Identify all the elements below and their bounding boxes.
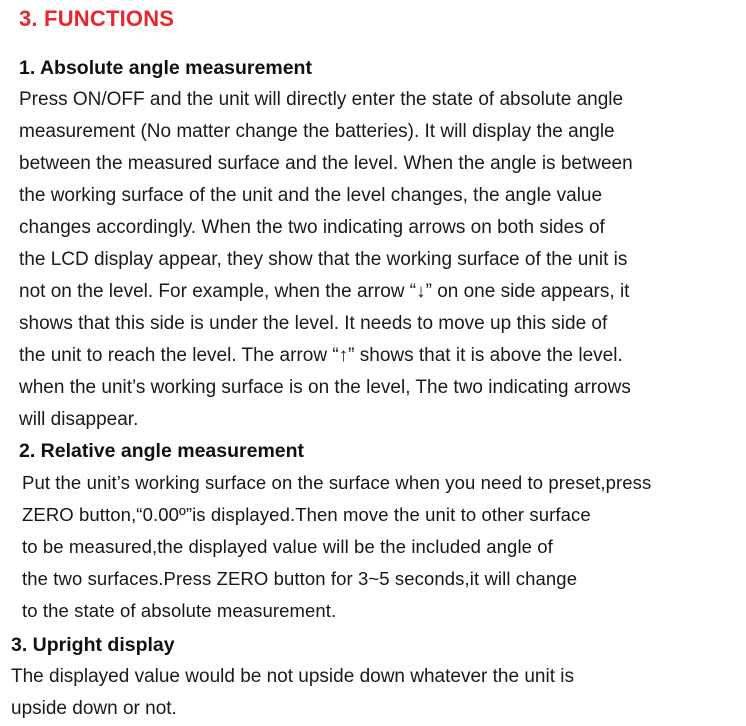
section-heading: 2. Relative angle measurement — [19, 440, 305, 462]
paragraph-line: to the state of absolute measurement. — [22, 600, 337, 621]
paragraph-line: to be measured,the displayed value will be the included angle of — [22, 536, 553, 557]
paragraph-line: Put the unit’s working surface on the surface when you need to preset,press — [22, 472, 652, 493]
paragraph-line: ZERO button,“0.00º”is displayed.Then move the unit to other surface — [22, 504, 591, 525]
section-heading: 1. Absolute angle measurement — [19, 57, 312, 79]
paragraph-line: changes accordingly. When the two indicating arrows on both sides of — [19, 217, 605, 238]
paragraph-line: shows that this side is under the level. It needs to move up this side of — [19, 313, 608, 334]
section-relative-angle — [0, 436, 746, 627]
paragraph-line: the unit to reach the level. The arrow “↑” shows that it is above the level. — [19, 345, 623, 366]
paragraph-line: between the measured surface and the level. When the angle is between — [19, 153, 633, 174]
section-heading: 3. Upright display — [11, 634, 175, 656]
section-absolute-angle — [0, 53, 746, 436]
paragraph-line: will disappear. — [19, 409, 139, 430]
paragraph-line: the two surfaces.Press ZERO button for 3~5 seconds,it will change — [22, 568, 578, 589]
paragraph-line: Press ON/OFF and the unit will directly enter the state of absolute angle — [19, 89, 624, 110]
paragraph-line: the LCD display appear, they show that the working surface of the unit is — [19, 249, 628, 270]
paragraph-line: The displayed value would be not upside down whatever the unit is — [11, 666, 574, 687]
section-upright-display — [0, 629, 746, 725]
paragraph-line: when the unit’s working surface is on the level, The two indicating arrows — [19, 377, 631, 398]
page-title: 3. FUNCTIONS — [19, 6, 175, 31]
paragraph-line: upside down or not. — [11, 698, 177, 719]
paragraph-line: the working surface of the unit and the level changes, the angle value — [19, 185, 603, 206]
paragraph-line: not on the level. For example, when the arrow “↓” on one side appears, it — [19, 281, 630, 302]
paragraph-line: measurement (No matter change the batteries). It will display the angle — [19, 121, 615, 142]
